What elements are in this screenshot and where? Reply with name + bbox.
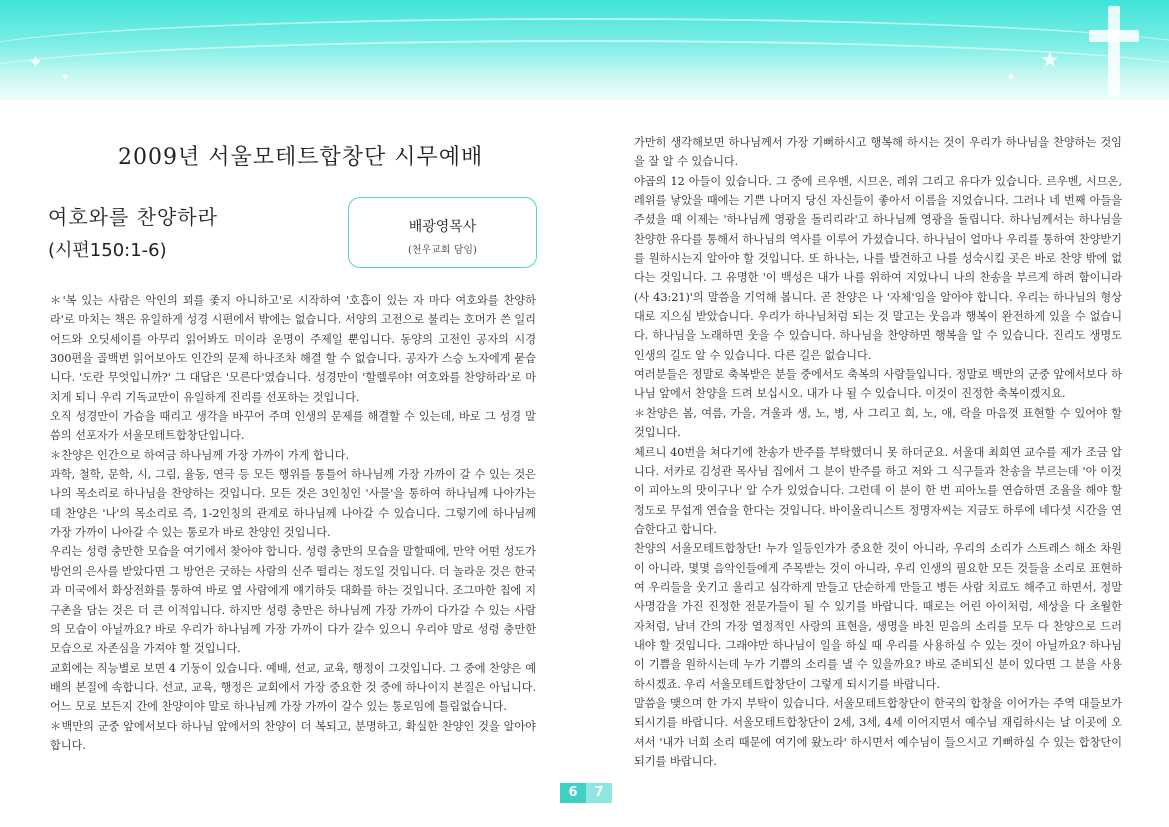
paragraph: 과학, 철학, 문학, 시, 그림, 율동, 연극 등 모든 행위를 통틀어 하나님께 가장 가까이 갈 수 있는 것은 나의 목소리로 하나님을 찬양하는 것입니다. 모든 것은 3인칭인 '사물'을 통하여 하나님께 나아가는 데 찬양은 '나'의 목소리로 즉, 1-2인칭의 관계로 하나님께 나아갈 수 있습니다. 그렇기에 하나님께 가장 가까이 나아갈 수 있는 통로가 바로 찬양인 것입니다. (50, 468, 536, 540)
scripture-reference: (시편150:1-6) (48, 240, 167, 261)
banner-wave (0, 40, 1169, 100)
paragraph: ＊백만의 군중 앞에서보다 하나님 앞에서의 찬양이 더 복되고, 분명하고, 확실한 찬양인 것을 알아야 합니다. (50, 719, 536, 752)
sermon-title: 여호와를 찬양하라 (48, 205, 218, 229)
author-box (348, 197, 537, 268)
header-banner (0, 0, 1169, 100)
star-icon: ★ (1040, 48, 1060, 73)
author-name: 배광영목사 (408, 219, 477, 235)
paragraph: 말씀을 맺으며 한 가지 부탁이 있습니다. 서울모테트합창단이 한국의 합창을 이어가는 주역 대들보가 되시기를 바랍니다. 서울모테트합창단이 2세, 3세, 4세 이어지면서 예수님 재림하시는 날 이곳에 오셔서 '내가 너희 소리 때문에 여기에 왔노라' 하시면서 예수님이 들으시고 기뻐하실 수 있는 합창단이 되기를 바랍니다. (634, 696, 1122, 768)
paragraph: ＊'복 있는 사람은 악인의 꾀를 좇지 아니하고'로 시작하여 '호흡이 있는 자 마다 여호와를 찬양하라'로 마치는 책은 유일하게 성경 시편에서 밖에는 없습니다. 서양의 고전으로 불리는 호머가 쓴 일리어드와 오딧세이를 아무리 읽어봐도 미이라 운명이 주제일 뿐입니다. 동양의 고전인 공자의 시경 300편을 골백번 읽어보아도 인간의 문제 하나조차 해결 할 수 없습니다. 공자가 스승 노자에게 묻습니다. '도란 무엇입니까?' 그 대답은 '모른다'였습니다. 성경만이 '할렐루야! 여호와를 찬양하라'로 마치게 되니 우리 기독교만이 유일하게 진리를 선포하는 것입니다. (50, 294, 536, 404)
star-icon: ✦ (1006, 70, 1017, 84)
paragraph: ＊찬양은 봄, 여름, 가을, 겨울과 생, 노, 병, 사 그리고 희, 노, 애, 락을 마음껏 표현할 수 있어야 할 것입니다. (634, 406, 1122, 440)
page-number-right: 7 (586, 783, 612, 803)
paragraph: 체르니 40번을 쳐다기에 찬송가 반주를 부탁했더니 못 하더군요. 서울대 최희연 교수를 제가 조금 압니다. 서카로 김성관 목사님 집에서 그 분이 반주를 하고 저와 그 식구들과 찬송을 부르는데 '아 이것이 피아노의 맛이구나' 알 수가 있었습니다. 그런데 이 분이 한 번 피아노를 연습하면 조율을 해야 할 정도로 무섭게 연습을 한다는 것입니다. 바이올리니스트 정명자씨는 지금도 하루에 네다섯 시간을 연습한다고 합니다. (634, 445, 1122, 536)
page-numbers (560, 783, 612, 803)
paragraph: 가만히 생각해보면 하나님께서 가장 기뻐하시고 행복해 하시는 것이 우리가 하나님을 찬양하는 것임을 잘 알 수 있습니다. (634, 136, 1122, 169)
paragraph: 야곱의 12 아들이 있습니다. 그 중에 르우벤, 시므온, 레위 그리고 유다가 있습니다. 르우벤, 시므온, 레위를 낳았을 때에는 기쁜 나머지 당신 자신들이 좋아서 이름을 지었습니다. 그러나 네 번째 아들을 주셨을 때 이제는 '하나님께 영광을 돌리리라'고 하나님께 영광을 돌립니다. 하나님께서는 하나님을 찬양한 유다를 통해서 하나님의 역사를 이루어 가셨습니다. 하나님이 얼마나 우리를 통하여 찬양받기를 원하시는지 알아야 할 것입니다. 또 하나는, 나를 발견하고 나를 성숙시킬 곳은 바로 찬양 밖에 없다는 것입니다. 그 유명한 '이 백성은 내가 나를 위하여 지었나니 나의 찬송을 부르게 하려 함이니라(사 43:21)'의 말씀을 기억해 봅니다. 곧 찬양은 나 '자체'임을 알아야 합니다. 우리는 하나님의 형상대로 지으심 받았습니다. 우리가 하나님처럼 되는 것 말고는 웃음과 행복이 완전하게 있을 수 없습니다. 하나님을 노래하면 웃을 수 있습니다. 하나님을 찬양하면 행복을 알 수 있습니다. 진리도 생명도 인생의 길도 알 수 있습니다. 다른 길은 없습니다. (634, 174, 1122, 362)
right-column (634, 133, 1122, 771)
paragraph: 여러분들은 정말로 축복받은 분들 중에서도 축복의 사람들입니다. 정말로 백만의 군중 앞에서보다 하나님 앞에서 찬양을 드려 보십시오. 내가 나 될 수 있습니다. 이것이 진정한 축복이겠지요. (634, 368, 1122, 401)
paragraph: 찬양의 서울모테트합창단! 누가 일등인가가 중요한 것이 아니라, 우리의 소리가 스트레스 해소 차원이 아니라, 몇몇 음악인들에게 주목받는 것이 아니라, 우리 인생의 필요한 모든 것들을 소리로 표현하여 우리들을 웃기고 울리고 심각하게 만들고 단순하게 만들고 병든 사람 치료도 해주고 하면서, 정말 사명감을 가진 진정한 전문가들이 될 수 있기를 바랍니다. 때로는 어린 아이처럼, 세상을 다 초월한 자처럼, 남녀 간의 가장 열정적인 사랑의 표현을, 생명을 바친 믿음의 소리를 모두 다 찬양으로 드러내야 할 것입니다. 그래야만 하나님이 일을 하실 때 우리를 사용하실 수 있는 것이 아닐까요? 하나님이 기쁨을 원하시는데 누가 기쁨의 소리를 낼 수 있을까요? 바로 준비되신 분이 있다면 그 분을 사용하시겠죠. 우리 서울모테트합창단이 그렇게 되시기를 바랍니다. (634, 542, 1122, 691)
paragraph: 우리는 성령 충만한 모습을 여기에서 찾아야 합니다. 성령 충만의 모습을 말할때에, 만약 어떤 성도가 방언의 은사를 받았다면 그 방언은 굿하는 사람의 신주 떨리는 정도일 것입니다. 더 놀라운 것은 한국과 미국에서 화상전화를 통하여 바로 옆 사람에게 얘기하듯 대화를 하는 것입니다. 조그마한 칩에 지구촌을 담는 것은 더 큰 이적입니다. 하지만 성령 충만은 하나님께 가장 가까이 다가갈 수 있는 사람의 모습이 아닐까요? 바로 우리가 하나님께 가장 가까이 다가 갈수 있으니 우리야 말로 성령 충만한 모습으로 자존심을 가져야 할 것입니다. (50, 545, 536, 656)
star-icon: ✦ (60, 70, 71, 84)
left-column (50, 291, 536, 755)
page-number-left: 6 (560, 783, 586, 803)
cross-icon (1083, 6, 1143, 96)
star-icon: ✦ (28, 52, 44, 73)
paragraph: 오직 성경만이 가슴을 때리고 생각을 바꾸어 주며 인생의 문제를 해결할 수 있는데, 바로 그 성경 말씀의 선포자가 서울모테트합창단입니다. (50, 410, 536, 443)
page-title: 2009년 서울모테트합창단 시무예배 (118, 145, 484, 170)
paragraph: 교회에는 직능별로 보면 4 기둥이 있습니다. 예배, 선교, 교육, 행정이 그것입니다. 그 중에 찬양은 예배의 본질에 속합니다. 선교, 교육, 행정은 교회에서 가장 중요한 것 중에 하나이지 본질은 아닙니다. 어느 모로 보든지 간에 찬양이야 말로 하나님께 가장 가까이 갈수 있는 통로임에 틀림없습니다. (50, 661, 536, 714)
paragraph: ＊찬양은 인간으로 하여금 하나님께 가장 가까이 가게 합니다. (50, 448, 350, 462)
author-church: (천우교회 담임) (408, 245, 477, 256)
